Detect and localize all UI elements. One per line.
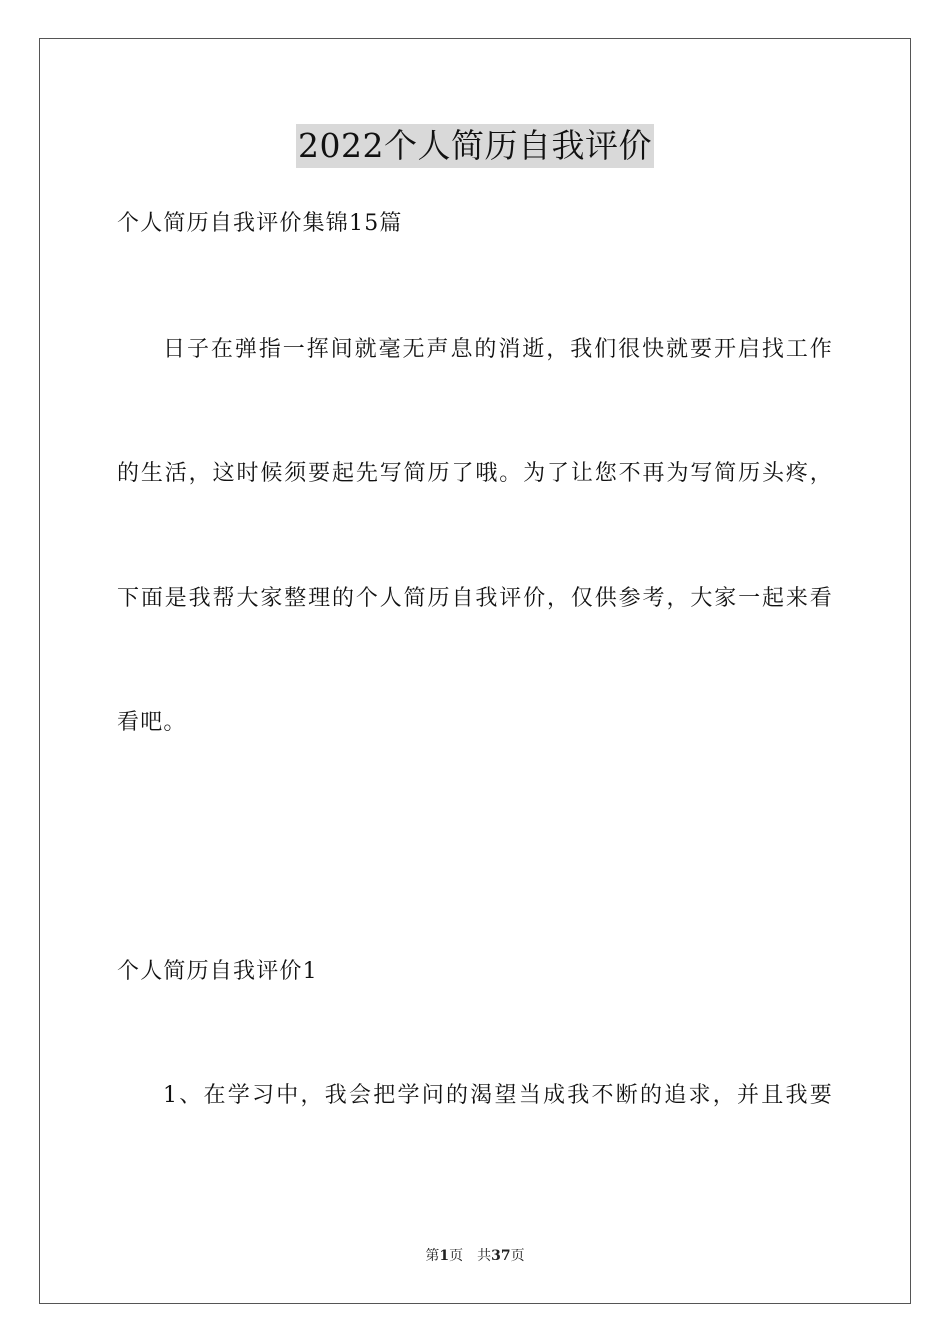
- document-title: 2022个人简历自我评价: [296, 124, 654, 168]
- intro-line-2: 的生活，这时候须要起先写简历了哦。为了让您不再为写简历头疼，: [117, 461, 833, 486]
- section-line-1: 1、在学习中，我会把学问的渴望当成我不断的追求，并且我要: [163, 1083, 833, 1108]
- footer-total-prefix: 共: [477, 1248, 492, 1264]
- footer-total-suffix: 页: [510, 1248, 525, 1264]
- footer-page-total: 37: [491, 1248, 511, 1264]
- document-subtitle: 个人简历自我评价集锦15篇: [117, 211, 403, 236]
- page-footer: [0, 1246, 950, 1266]
- intro-line-3: 下面是我帮大家整理的个人简历自我评价，仅供参考，大家一起来看: [117, 586, 833, 611]
- footer-page-suffix: 页: [449, 1248, 464, 1264]
- footer-page-prefix: 第: [425, 1248, 440, 1264]
- footer-page-current: 1: [439, 1248, 450, 1264]
- title-container: [0, 124, 950, 168]
- intro-line-4: 看吧。: [117, 710, 187, 735]
- section-heading: 个人简历自我评价1: [117, 959, 318, 984]
- intro-line-1: 日子在弹指一挥间就毫无声息的消逝，我们很快就要开启找工作: [163, 337, 833, 362]
